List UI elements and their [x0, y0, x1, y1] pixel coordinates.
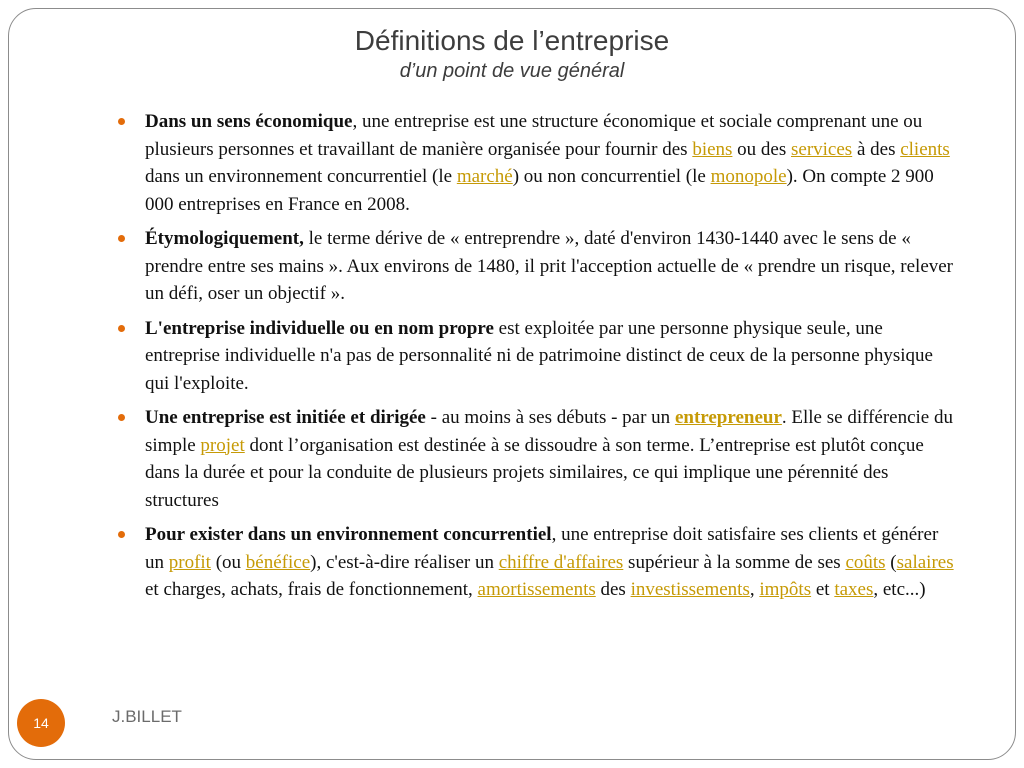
- bullet-item: [118, 521, 960, 604]
- slide-title: [0, 24, 1024, 84]
- bullet-text: est exploitée par une personne physique seule, une entreprise individuelle n'a pas de personnalité ni de patrimoine distinct de ceux de la personne physique qui l'exploite.: [145, 317, 933, 394]
- hyperlink[interactable]: biens: [692, 138, 733, 160]
- hyperlink[interactable]: investissements: [630, 579, 750, 600]
- bullet-heading: L'entreprise individuelle ou en nom propre: [145, 317, 494, 339]
- hyperlink[interactable]: profit: [168, 551, 211, 573]
- hyperlink[interactable]: taxes: [834, 579, 874, 600]
- bullet-text: ). On compte 2 900 000 entreprises en France en 2008.: [145, 166, 934, 215]
- bullet-text: supérieur à la somme de ses: [623, 551, 846, 573]
- hyperlink[interactable]: monopole: [710, 166, 787, 187]
- hyperlink[interactable]: services: [791, 138, 853, 160]
- bullet-text: et charges, achats, frais de fonctionnement,: [145, 579, 478, 600]
- bullet-item: [118, 315, 960, 398]
- title-main: Définitions de l’entreprise: [354, 25, 670, 56]
- bullet-text: ) ou non concurrentiel (le: [512, 166, 711, 187]
- bullet-heading: Une entreprise est initiée et dirigée: [145, 407, 426, 428]
- footer-author: J.BILLET: [112, 707, 182, 726]
- hyperlink[interactable]: chiffre d'affaires: [498, 551, 624, 573]
- bullet-heading: Pour exister dans un environnement concurrentiel: [145, 524, 552, 545]
- bullet-text: , etc...): [873, 579, 926, 600]
- hyperlink[interactable]: entrepreneur: [674, 407, 782, 428]
- hyperlink[interactable]: impôts: [759, 579, 812, 600]
- bullet-text: des: [595, 579, 631, 600]
- bullet-text: . Elle se différencie du simple: [145, 407, 953, 456]
- bullet-text: dont l’organisation est destinée à se dissoudre à son terme. L’entreprise est plutôt conçue dans la durée et pour la conduite de plusieurs projets similaires, ce qui implique une pérennité des structures: [145, 434, 924, 511]
- hyperlink[interactable]: coûts: [845, 551, 886, 573]
- bullet-item: [118, 404, 960, 514]
- hyperlink[interactable]: salaires: [896, 551, 954, 573]
- hyperlink[interactable]: amortissements: [477, 579, 596, 600]
- hyperlink[interactable]: bénéfice: [245, 551, 311, 573]
- hyperlink[interactable]: clients: [900, 138, 950, 160]
- bullet-text: dans un environnement concurrentiel (le: [145, 166, 457, 187]
- bullet-text: ), c'est-à-dire réaliser un: [310, 551, 499, 573]
- bullet-text: et: [811, 579, 835, 600]
- hyperlink[interactable]: projet: [200, 434, 245, 456]
- bullet-text: - au moins à ses débuts - par un: [425, 407, 675, 428]
- bullet-heading: Étymologiquement,: [145, 228, 304, 249]
- bullet-text: le terme dérive de « entreprendre », daté d'environ 1430-1440 avec le sens de « prendre entre ses mains ». Aux environs de 1480, il prit l'acception actuelle de « prendre un risque, relever un défi, oser un objectif ».: [145, 228, 954, 304]
- bullet-list: [118, 108, 960, 611]
- bullet-text: , une entreprise est une structure économique et sociale comprenant une ou plusieurs personnes et travaillant de manière organisée pour fournir des: [145, 111, 923, 160]
- bullet-item: [118, 225, 960, 308]
- page-number-badge: 14: [17, 699, 65, 747]
- bullet-text: ou des: [732, 138, 791, 160]
- bullet-heading: Dans un sens économique: [145, 111, 353, 132]
- title-subtitle: d’un point de vue général: [399, 60, 625, 82]
- bullet-text: (: [885, 551, 897, 573]
- bullet-text: à des: [852, 138, 901, 160]
- bullet-text: , une entreprise doit satisfaire ses clients et générer un: [145, 524, 939, 573]
- bullet-text: ,: [749, 579, 760, 600]
- bullet-text: (ou: [210, 551, 246, 573]
- bullet-item: [118, 108, 960, 218]
- hyperlink[interactable]: marché: [456, 166, 513, 187]
